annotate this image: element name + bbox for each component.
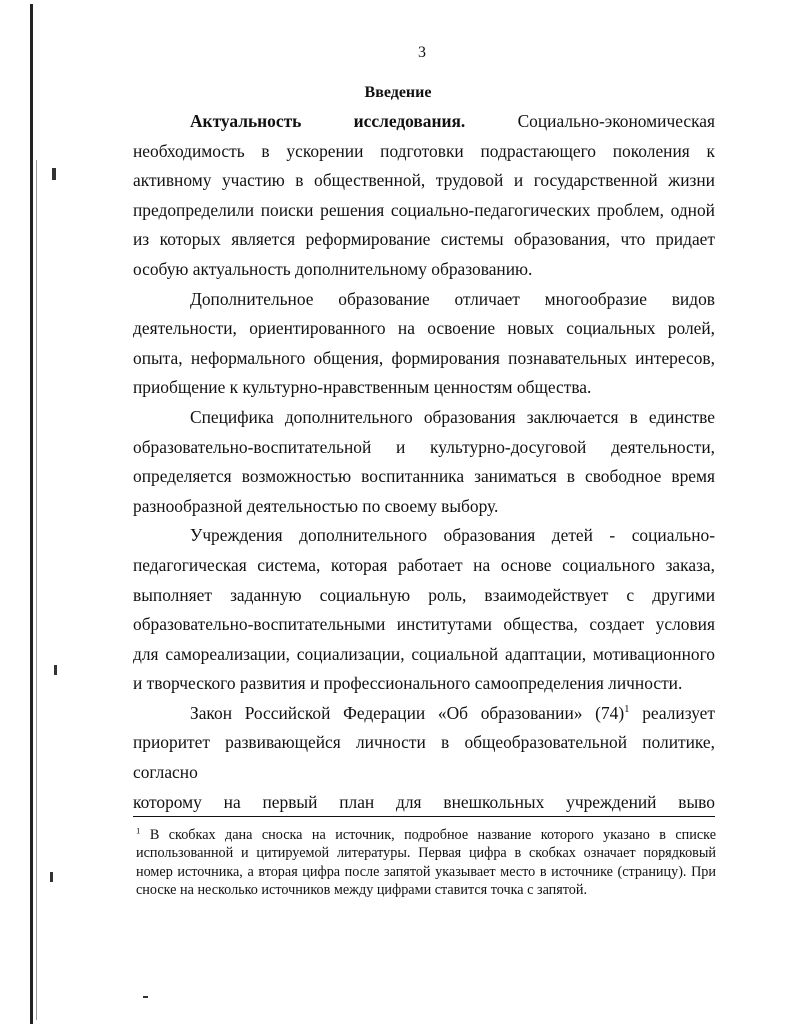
paragraph: Учреждения дополнительного образования детей - социально-педагогическая система, которая работает на основе социального заказа, выполняет заданную социальную роль, взаимодействует с другими образовательно-воспитательными институтами общества, создает условия для самореализации, социализации, социальной адаптации, мотивационного и творческого развития и профессионального самоопределения личности.	[133, 525, 715, 694]
section-title: Введение	[364, 84, 432, 101]
paragraph: Специфика дополнительного образования заключается в единстве образовательно-воспитательной и культурно-досуговой деятельности, определяется возможностью воспитанника заниматься в свободное время разнообразной деятельностью по своему выбору.	[133, 406, 715, 516]
paragraph-text: Социально-экономическая необходимость в ускорении подготовки подрастающего поколения к активному участию в общественной, трудовой и государственной жизни предопределили поиски решения социально-педагогических проблем, одной из которых является реформирование системы образования, что придает особую актуальность дополнительному образованию.	[133, 111, 715, 279]
word: которому	[133, 791, 202, 812]
scan-speck	[54, 665, 57, 675]
footnote-reference: 1	[624, 703, 630, 716]
word: для	[396, 791, 422, 812]
footnote-divider	[133, 816, 715, 817]
footnote	[136, 826, 716, 899]
paragraph	[133, 699, 715, 788]
word: выво	[678, 791, 715, 812]
word: план	[339, 791, 375, 812]
word: внешкольных	[443, 791, 545, 812]
truncated-last-line	[133, 788, 715, 818]
footnote-marker: 1	[136, 825, 141, 836]
word: на	[223, 791, 241, 812]
paragraph-text: реализует приоритет развивающейся личности в общеобразовательной политике, согласно	[133, 702, 716, 783]
scan-binding-shadow	[36, 160, 37, 1020]
scan-speck	[50, 872, 53, 882]
paragraph	[133, 107, 715, 285]
page-number: 3	[418, 44, 426, 61]
word: учреждений	[566, 791, 657, 812]
paragraph: Дополнительное образование отличает многообразие видов деятельности, ориентированного на освоение новых социальных ролей, опыта, неформального общения, формирования познавательных интересов, приобщение к культурно-нравственным ценностям общества.	[133, 288, 715, 398]
word: первый	[262, 791, 318, 812]
scan-speck	[52, 168, 56, 180]
scan-binding-edge	[30, 4, 33, 1024]
footnote-text: В скобках дана сноска на источник, подробное название которого указано в списке использованной и цитируемой литературы. Первая цифра в скобках означает порядковый номер источника, а вторая цифра после запятой указывает место в источнике (страницу). При сноске на несколько источников между цифрами ставится точка с запятой.	[136, 827, 716, 898]
paragraph-lead: Актуальность исследования.	[190, 111, 466, 131]
scan-speck	[143, 996, 148, 998]
main-text	[133, 107, 715, 817]
paragraph-text: Закон Российской Федерации «Об образовании» (74)	[190, 702, 625, 723]
